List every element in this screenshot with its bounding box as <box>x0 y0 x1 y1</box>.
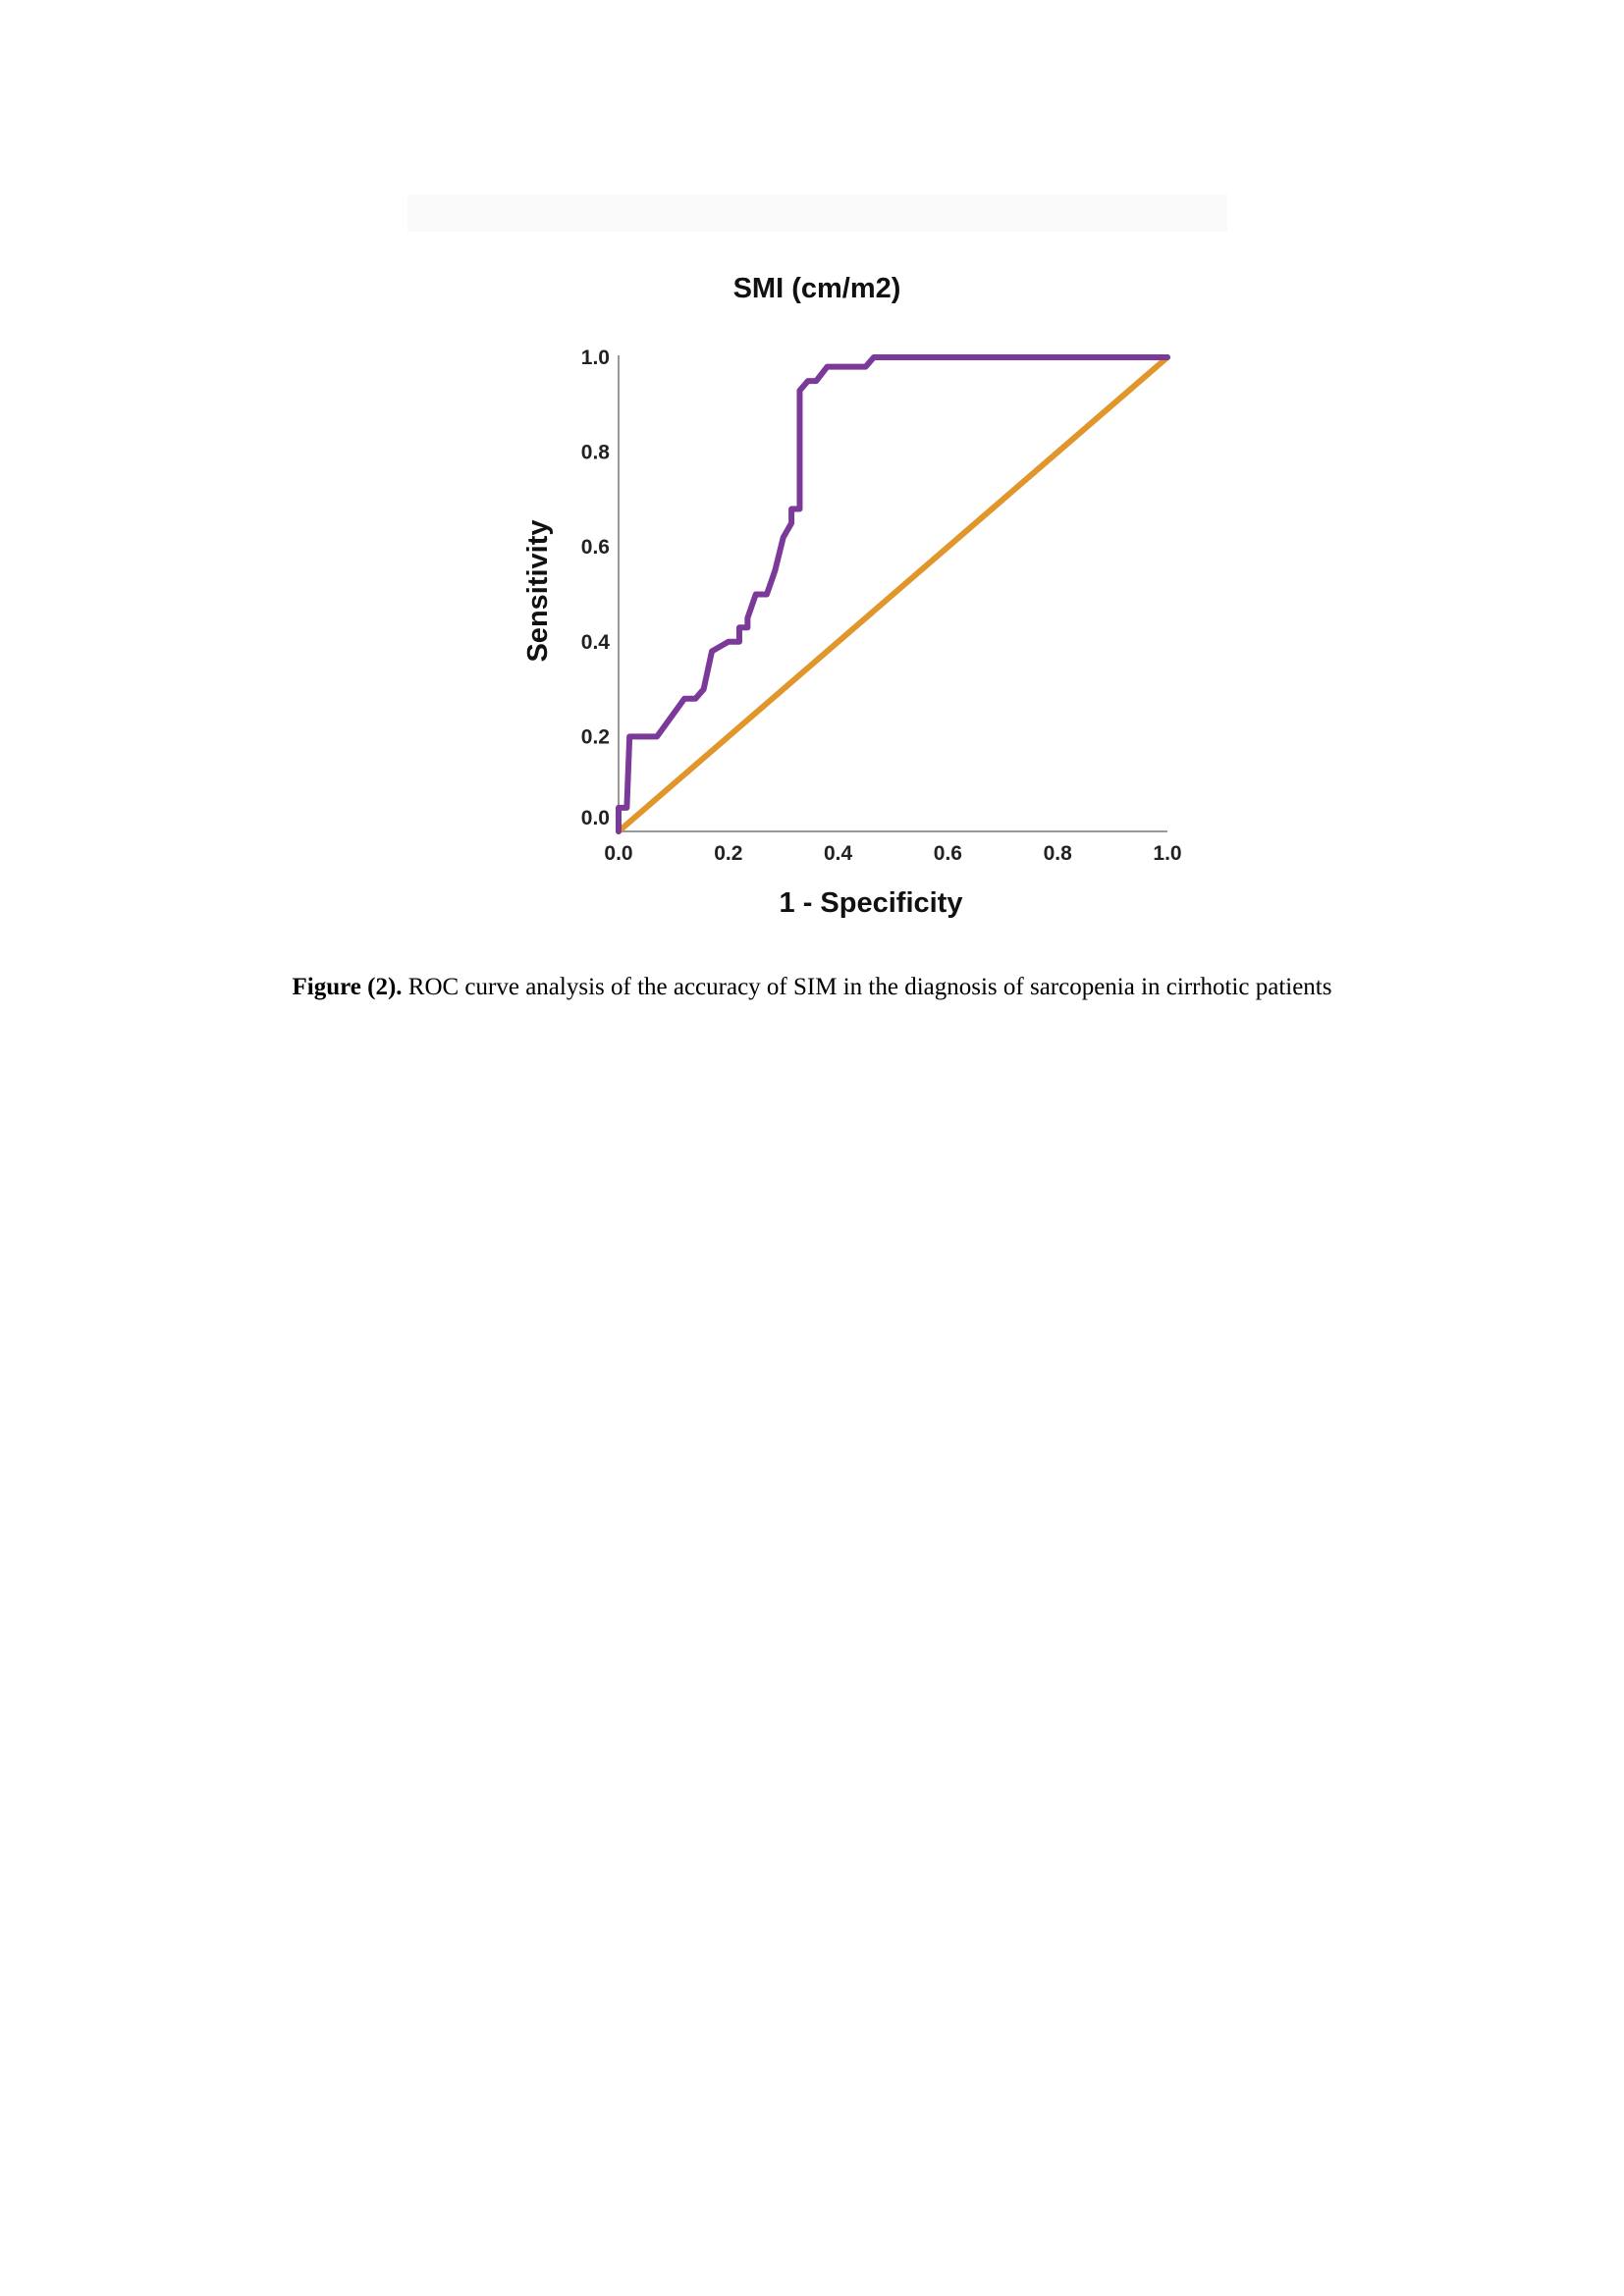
x-tick-label: 0.4 <box>823 842 853 865</box>
x-tick-label: 0.8 <box>1043 842 1072 865</box>
reference-line <box>619 357 1167 831</box>
x-axis-label: 1 - Specificity <box>779 887 963 919</box>
y-tick-label: 0.8 <box>580 441 610 464</box>
series-layer <box>619 357 1167 831</box>
y-tick-label: 0.2 <box>580 725 610 749</box>
y-tick-label: 0.4 <box>580 630 610 654</box>
roc-chart <box>0 0 1624 942</box>
caption-label: Figure (2). <box>292 974 403 1000</box>
y-tick-label: 1.0 <box>580 347 610 369</box>
x-tick-label: 1.0 <box>1153 842 1182 865</box>
figure-caption <box>245 972 1379 1003</box>
x-tick-label: 0.2 <box>714 842 743 865</box>
chart-title: SMI (cm/m2) <box>732 273 901 304</box>
x-tick-label: 0.0 <box>604 842 633 865</box>
x-tick-label: 0.6 <box>933 842 963 865</box>
caption-text: ROC curve analysis of the accuracy of SIM in the diagnosis of sarcopenia in cirrhotic patients <box>402 974 1332 1000</box>
y-axis-label: Sensitivity <box>522 519 554 663</box>
y-tick-label: 0.6 <box>580 536 610 560</box>
y-tick-label: 0.0 <box>580 807 610 829</box>
